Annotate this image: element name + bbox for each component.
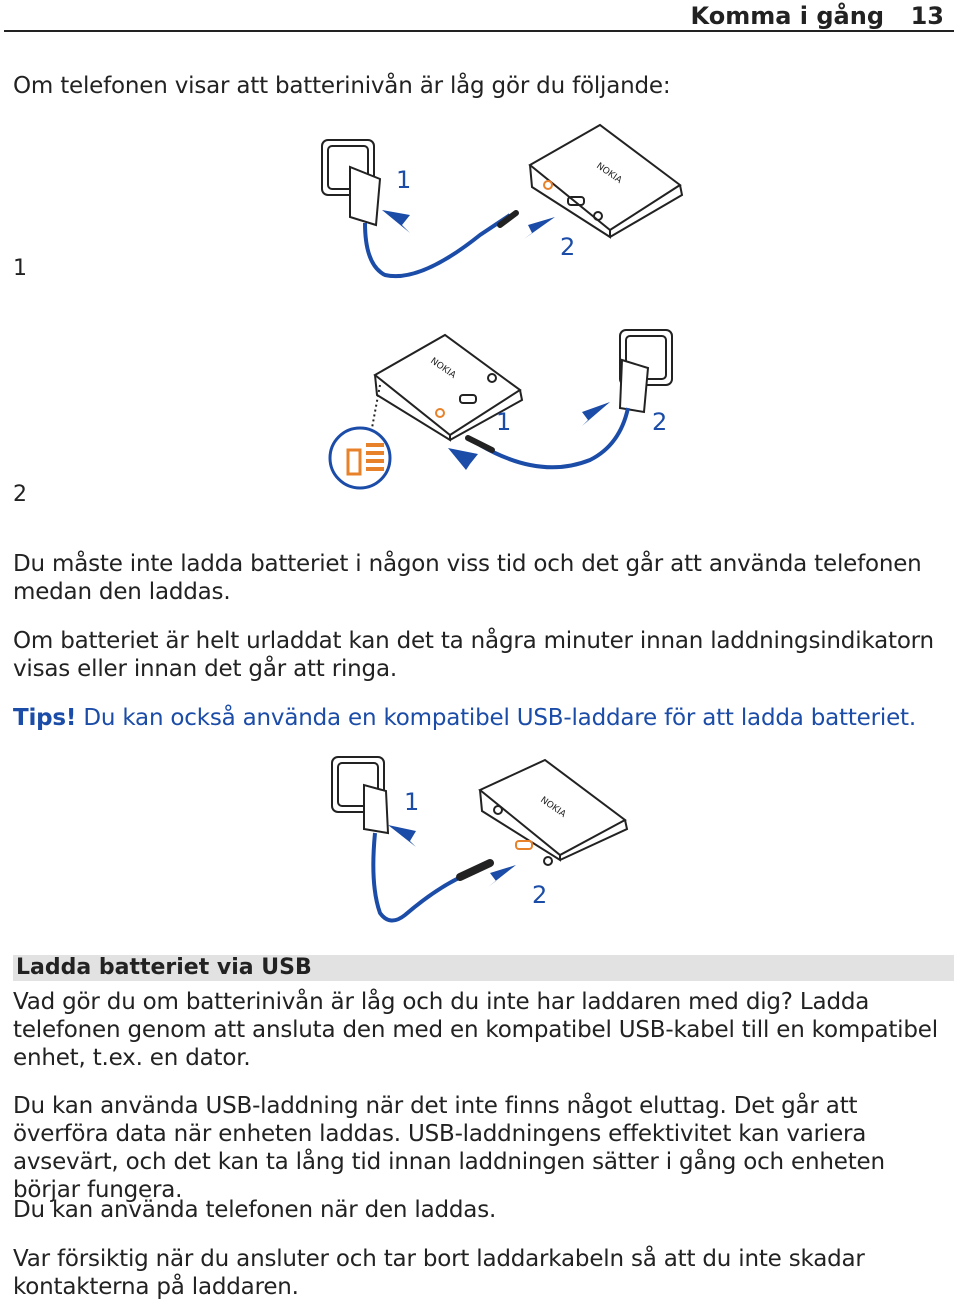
tip-label: Tips!	[13, 705, 77, 731]
phone-brand-3: NOKIA	[538, 795, 568, 820]
figure-1-label-2: 2	[560, 233, 576, 261]
charger-illustration-2	[320, 310, 690, 500]
tip-text: Du kan också använda en kompatibel USB-laddare för att ladda batteriet.	[76, 705, 916, 731]
step-number-1: 1	[13, 256, 27, 281]
section-title-header: Komma i gång	[690, 2, 884, 30]
figure-1-label-1: 1	[396, 166, 412, 194]
figure-3-label-1: 1	[404, 788, 420, 816]
section-title-usb: Ladda batteriet via USB	[16, 955, 312, 980]
paragraph-empty-battery: Om batteriet är helt urladdat kan det ta några minuter innan laddningsindikatorn visas eller innan det går att ringa.	[13, 628, 934, 682]
figure-2-label-1: 1	[496, 408, 512, 436]
charger-illustration-1	[310, 115, 690, 285]
paragraph-charge-time: Du måste inte ladda batteriet i någon viss tid och det går att använda telefonen medan den laddas.	[13, 551, 922, 605]
usb-paragraph-2: Du kan använda USB-laddning när det inte finns något eluttag. Det går att överföra data när enheten laddas. USB-laddningens effektivitet kan variera avsevärt, och det kan ta lång tid innan laddningen sätter i gång och enheten börjar fungera.	[13, 1093, 885, 1203]
step-number-2: 2	[13, 482, 27, 507]
figure-2-label-2: 2	[652, 408, 668, 436]
usb-charger-illustration	[320, 745, 640, 930]
phone-brand-1: NOKIA	[594, 161, 624, 186]
figure-3-label-2: 2	[532, 881, 548, 909]
usb-paragraph-4: Var försiktig när du ansluter och tar bort laddarkabeln så att du inte skadar kontakterna på laddaren.	[13, 1246, 865, 1300]
usb-paragraph-3: Du kan använda telefonen när den laddas.	[13, 1197, 497, 1223]
arrow-6-icon	[488, 865, 516, 887]
arrow-1-icon	[382, 210, 410, 233]
intro-text: Om telefonen visar att batterinivån är låg gör du följande:	[13, 73, 671, 99]
phone-brand-2: NOKIA	[428, 356, 458, 381]
arrow-2-icon	[524, 217, 555, 239]
usb-paragraph-1: Vad gör du om batterinivån är låg och du inte har laddaren med dig? Ladda telefonen genom att ansluta den med en kompatibel USB-kabel till en kompatibel enhet, t.ex. en dator.	[13, 989, 938, 1071]
arrow-5-icon	[388, 825, 416, 847]
page-number: 13	[910, 2, 944, 30]
arrow-4-icon	[582, 402, 610, 426]
tip-paragraph	[13, 704, 948, 732]
arrow-3-icon	[448, 448, 478, 470]
page-header	[4, 0, 954, 32]
